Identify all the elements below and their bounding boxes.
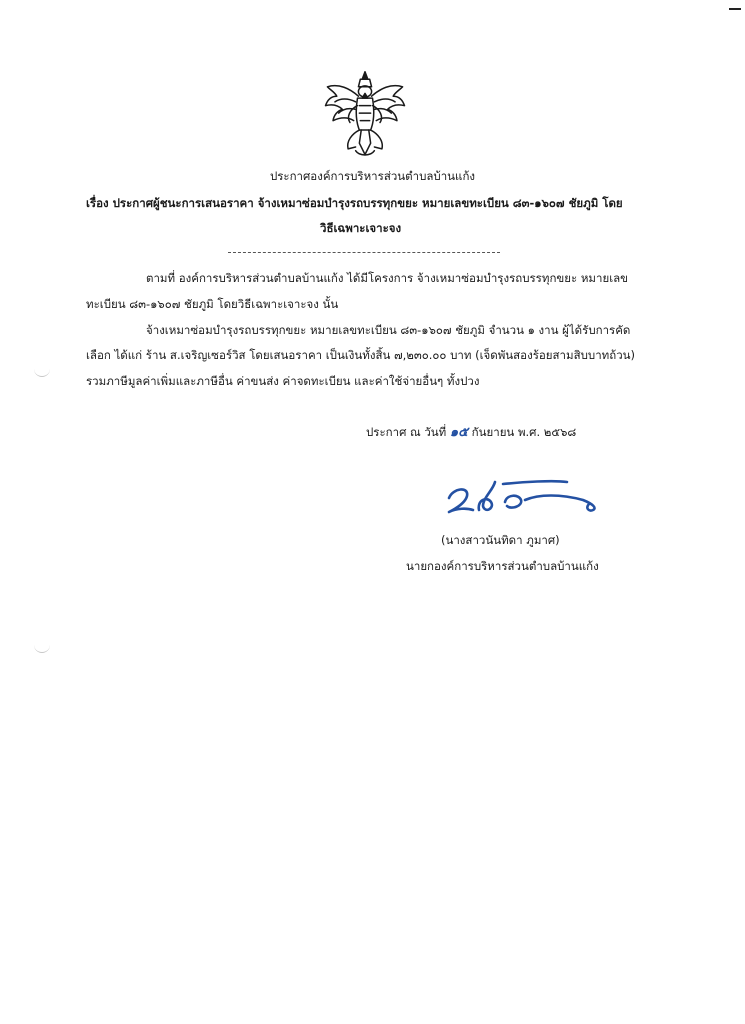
punch-hole-mark [34, 368, 50, 377]
body-paragraph-2-line: จ้างเหมาซ่อมบำรุงรถบรรทุกขยะ หมายเลขทะเบียน ๘๓-๑๖๐๗ ชัยภูมิ จำนวน ๑ งาน ผู้ได้รับการคัด [146, 323, 631, 337]
signatory-name: (นางสาวนันทิดา ภูมาศ) [441, 533, 560, 547]
document-subject-line: เรื่อง ประกาศผู้ชนะการเสนอราคา จ้างเหมาซ่อมบำรุงรถบรรทุกขยะ หมายเลขทะเบียน ๘๓-๑๖๐๗ ชัยภูมิ โดย [86, 196, 623, 210]
date-month-year: กันยายน พ.ศ. ๒๕๖๘ [471, 425, 577, 439]
date-prefix: ประกาศ ณ วันที่ [366, 425, 447, 439]
body-paragraph-1-line: ทะเบียน ๘๓-๑๖๐๗ ชัยภูมิ โดยวิธีเฉพาะเจาะจง นั้น [86, 297, 339, 311]
garuda-emblem-icon [318, 68, 412, 162]
punch-hole-mark [34, 644, 50, 653]
document-header-organization: ประกาศองค์การบริหารส่วนตำบลบ้านแก้ง [269, 169, 476, 183]
date-day-handwritten: ๑๕ [449, 425, 469, 440]
body-paragraph-2-line: รวมภาษีมูลค่าเพิ่มและภาษีอื่น ค่าขนส่ง ค่าจดทะเบียน และค่าใช้จ่ายอื่นๆ ทั้งปวง [86, 374, 480, 388]
body-paragraph-1-line: ตามที่ องค์การบริหารส่วนตำบลบ้านแก้ง ได้มีโครงการ จ้างเหมาซ่อมบำรุงรถบรรทุกขยะ หมายเลข [146, 271, 629, 285]
signature-mark [443, 476, 633, 524]
announcement-date [366, 424, 576, 441]
scan-edge-mark [729, 8, 741, 10]
body-paragraph-2-line: เลือก ได้แก่ ร้าน ส.เจริญเซอร์วิส โดยเสนอราคา เป็นเงินทั้งสิ้น ๗,๒๓๐.๐๐ บาท (เจ็ดพันสองร้อยสามสิบบาทถ้วน) [86, 348, 635, 362]
document-subject-line: วิธีเฉพาะเจาะจง [320, 221, 402, 235]
signatory-position: นายกองค์การบริหารส่วนตำบลบ้านแก้ง [406, 559, 599, 573]
header-divider [228, 252, 500, 253]
